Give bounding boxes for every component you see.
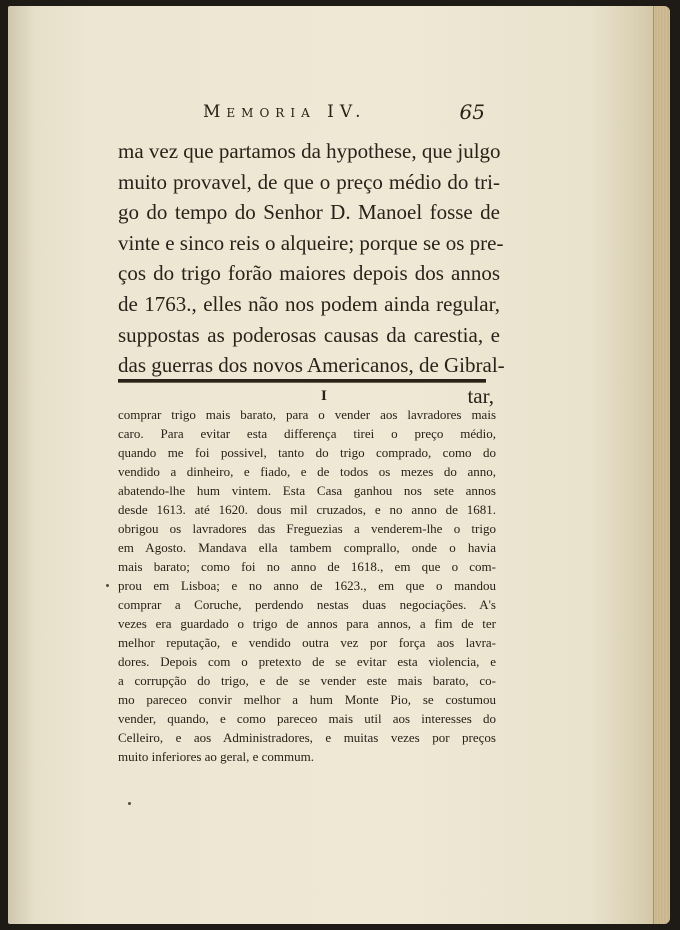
running-title: Memoria IV.: [203, 102, 367, 122]
footnote-line: vendido a dinheiro, e fiado, e de todos os mezes do anno,: [118, 464, 496, 479]
footnote-line: comprar a Coruche, perdendo nestas duas negociações. A's: [118, 597, 496, 612]
page-number: 65: [459, 100, 485, 124]
footnote-line: Celleiro, e aos Administradores, e muitas vezes por preços: [118, 730, 496, 745]
footnote-line: vezes era guardado o trigo de annos para annos, a fim de ter: [118, 616, 496, 631]
text-line: vinte e sinco reis o alqueire; porque se os pre-: [118, 230, 504, 255]
footnote-line: comprar trigo mais barato, para o vender aos lavradores mais: [118, 407, 496, 422]
footnote-line: a corrupção do trigo, e de se vender este mais barato, co-: [118, 673, 496, 688]
text-line: muito provavel, de que o preço médio do tri-: [118, 169, 500, 194]
footnote-line: melhor reputação, e vendido outra vez por força aos lavra-: [118, 635, 496, 650]
footnote-rule: [118, 379, 486, 383]
footnote: [118, 405, 496, 766]
footnote-line: prou em Lisboa; e no anno de 1623., em que o mandou: [118, 578, 496, 593]
running-head: [203, 102, 503, 128]
text-line: go do tempo do Senhor D. Manoel fosse de: [118, 200, 500, 225]
text-line: ços do trigo forão maiores depois dos annos: [118, 261, 500, 286]
paper-speck: [128, 802, 131, 805]
footnote-line: mais barato; como foi no anno de 1618., em que o com-: [118, 559, 496, 574]
text-line: suppostas as poderosas causas da carestia, e: [118, 322, 500, 347]
footnote-line: quando me foi possivel, tanto do trigo comprado, como do: [118, 445, 496, 460]
footnote-line: muito inferiores ao geral, e commum.: [118, 749, 315, 764]
catchword: tar,: [467, 383, 494, 408]
book-page: [8, 6, 670, 924]
footnote-line: caro. Para evitar esta differença tirei o preço médio,: [118, 426, 496, 441]
paper-speck: [106, 584, 109, 587]
footnote-line: em Agosto. Mandava ella tambem comprallo, onde o havia: [118, 540, 496, 555]
footnote-line: dores. Depois com o pretexto de se evitar esta violencia, e: [118, 654, 496, 669]
footnote-line: vender, quando, e como pareceo mais util aos interesses do: [118, 711, 496, 726]
text-line: das guerras dos novos Americanos, de Gibral-: [118, 353, 505, 378]
footnote-line: obrigou os lavradores das Freguezias a venderem-lhe o trigo: [118, 521, 496, 536]
text-line: de 1763., elles não nos podem ainda regular,: [118, 291, 500, 316]
footnote-line: abatendo-lhe hum vintem. Esta Casa ganhou nos sete annos: [118, 483, 496, 498]
text-line: ma vez que partamos da hypothese, que julgo: [118, 139, 501, 163]
footnote-line: desde 1613. até 1620. dous mil cruzados, e no anno de 1681.: [118, 502, 496, 517]
page-edges: [653, 6, 670, 924]
signature-mark: I: [321, 387, 327, 404]
footnote-line: mo pareceo convir melhor a hum Monte Pio, se costumou: [118, 692, 496, 707]
main-text: [118, 136, 505, 411]
